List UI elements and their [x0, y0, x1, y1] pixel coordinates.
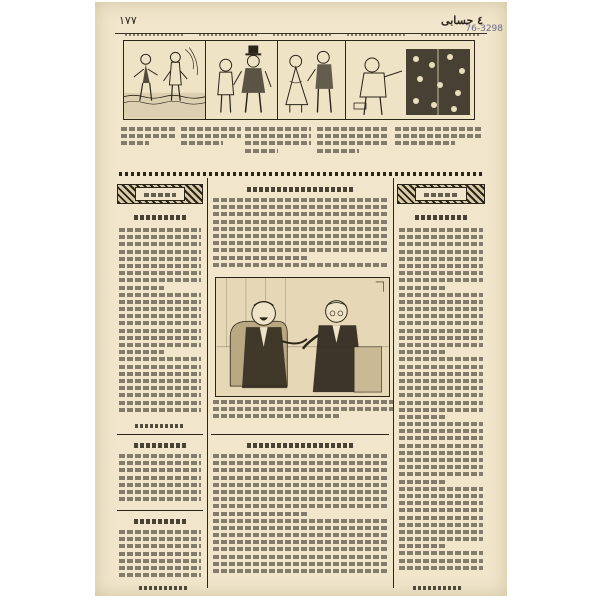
- text-line: [399, 321, 483, 325]
- text-line: [399, 314, 483, 318]
- text-line: [399, 372, 483, 376]
- text-line: [399, 257, 483, 261]
- left-third-body: [119, 530, 201, 580]
- text-line: [213, 540, 387, 544]
- conversation-illustration: [215, 277, 390, 397]
- text-line: [119, 401, 201, 405]
- text-line: [119, 242, 201, 246]
- text-line: [213, 212, 387, 216]
- text-line: [213, 220, 387, 224]
- text-line: [399, 465, 483, 469]
- right-column-headline: [397, 212, 485, 222]
- text-line: [119, 552, 201, 556]
- text-line: [399, 487, 483, 491]
- text-line: [119, 530, 201, 534]
- right-column-banner: [397, 184, 485, 204]
- text-line: [213, 504, 387, 508]
- text-line: [119, 329, 201, 333]
- text-line: [399, 307, 483, 311]
- text-line: [213, 234, 387, 238]
- middle-lower-headline: [211, 440, 389, 450]
- text-line: [119, 566, 201, 570]
- left-second-body: [119, 454, 201, 506]
- text-line: [399, 436, 483, 440]
- left-column-signature: [135, 422, 185, 430]
- text-line: [399, 451, 483, 455]
- text-line: [399, 300, 483, 304]
- text-line: [399, 401, 483, 405]
- ornamental-divider: [119, 172, 483, 176]
- text-line: [119, 250, 201, 254]
- text-line: [119, 350, 164, 354]
- text-line: [213, 256, 309, 260]
- text-line: [119, 461, 201, 465]
- text-line: [213, 468, 387, 472]
- text-line: [399, 501, 483, 505]
- text-line: [119, 537, 201, 541]
- page-footer: [119, 584, 483, 594]
- text-line: [399, 336, 483, 340]
- illustration-caption: [213, 400, 393, 430]
- text-line: [213, 198, 387, 202]
- text-line: [213, 526, 387, 530]
- text-line: [119, 357, 201, 361]
- right-column-body: [399, 228, 483, 578]
- text-line: [213, 241, 387, 245]
- text-line: [213, 227, 387, 231]
- text-line: [119, 408, 201, 412]
- text-line: [399, 566, 483, 570]
- text-line: [119, 271, 201, 275]
- cartoon-caption-5: [121, 127, 177, 163]
- text-line: [399, 458, 483, 462]
- text-line: [213, 476, 387, 480]
- text-line: [399, 242, 483, 246]
- middle-column-body: [213, 198, 387, 270]
- text-line: [399, 530, 483, 534]
- cartoon-panel-bathers: [124, 41, 206, 119]
- text-line: [399, 508, 483, 512]
- text-line: [119, 393, 201, 397]
- text-line: [119, 497, 201, 501]
- panel-caption-2: [341, 29, 411, 39]
- text-line: [119, 336, 201, 340]
- text-line: [119, 379, 201, 383]
- panel-caption-4: [193, 29, 263, 39]
- cartoon-panel-couple: [278, 41, 346, 119]
- text-line: [399, 357, 483, 361]
- text-line: [399, 386, 483, 390]
- cartoon-caption-3: [245, 127, 311, 163]
- text-line: [213, 461, 387, 465]
- cartoon-strip: [123, 40, 475, 120]
- text-line: [119, 307, 201, 311]
- cartoon-panel-dressing-screen: [346, 41, 476, 119]
- text-line: [119, 228, 201, 232]
- text-line: [399, 271, 483, 275]
- cartoon-caption-4: [181, 127, 241, 163]
- text-line: [119, 386, 201, 390]
- middle-lower-body: [213, 454, 387, 578]
- panel-caption-3: [267, 29, 337, 39]
- text-line: [119, 321, 201, 325]
- column-rule-right: [393, 178, 394, 588]
- text-line: [399, 422, 483, 426]
- text-line: [399, 293, 483, 297]
- left-column-body: [119, 228, 201, 418]
- text-line: [399, 250, 483, 254]
- text-line: [399, 551, 483, 555]
- text-line: [119, 278, 201, 282]
- text-line: [119, 343, 201, 347]
- text-line: [399, 544, 445, 548]
- text-line: [399, 472, 483, 476]
- text-line: [213, 569, 387, 573]
- text-line: [399, 408, 483, 412]
- text-line: [119, 300, 201, 304]
- text-line: [213, 497, 387, 501]
- text-line: [119, 257, 201, 261]
- text-line: [399, 415, 445, 419]
- text-line: [399, 444, 483, 448]
- text-line: [213, 512, 309, 516]
- text-line: [213, 205, 387, 209]
- text-line: [399, 350, 445, 354]
- text-line: [399, 516, 483, 520]
- text-line: [119, 264, 201, 268]
- text-line: [213, 454, 387, 458]
- left-column-banner: [117, 184, 203, 204]
- text-line: [119, 235, 201, 239]
- column-rule-left: [207, 178, 208, 588]
- text-line: [213, 555, 387, 559]
- left-third-headline: [117, 516, 203, 526]
- text-line: [399, 393, 483, 397]
- left-banner-title: [135, 187, 185, 201]
- text-line: [399, 278, 483, 282]
- text-line: [213, 562, 387, 566]
- text-line: [213, 533, 387, 537]
- issue-number: ١٧٧: [119, 14, 137, 27]
- right-banner-title: [415, 187, 467, 201]
- text-line: [119, 490, 201, 494]
- newspaper-page: [95, 2, 507, 596]
- text-line: [399, 329, 483, 333]
- left-section-rule-2: [117, 510, 203, 511]
- text-line: [213, 263, 387, 267]
- footer-left-text: [139, 584, 189, 592]
- text-line: [119, 454, 201, 458]
- text-line: [213, 547, 387, 551]
- text-line: [399, 559, 483, 563]
- text-line: [399, 480, 445, 484]
- panel-caption-1: [415, 29, 485, 39]
- text-line: [399, 264, 483, 268]
- text-line: [119, 286, 164, 290]
- cartoon-caption-2: [317, 127, 387, 163]
- text-line: [399, 494, 483, 498]
- text-line: [399, 235, 483, 239]
- text-line: [119, 573, 201, 577]
- middle-column-headline: [211, 184, 389, 194]
- left-section-rule: [117, 434, 203, 435]
- text-line: [119, 365, 201, 369]
- text-line: [399, 537, 483, 541]
- text-line: [119, 314, 201, 318]
- left-column-headline: [117, 212, 203, 222]
- text-line: [213, 248, 387, 252]
- text-line: [399, 228, 483, 232]
- text-line: [119, 372, 201, 376]
- text-line: [399, 429, 483, 433]
- text-line: [399, 379, 483, 383]
- text-line: [119, 544, 201, 548]
- middle-section-rule: [211, 434, 389, 435]
- footer-right-text: [413, 584, 463, 592]
- pencil-archive-mark: 76-3298: [465, 24, 503, 34]
- text-line: [213, 490, 387, 494]
- text-line: [119, 293, 201, 297]
- text-line: [399, 523, 483, 527]
- text-line: [119, 483, 201, 487]
- text-line: [119, 559, 201, 563]
- text-line: [213, 483, 387, 487]
- text-line: [399, 286, 445, 290]
- text-line: [399, 365, 483, 369]
- left-second-headline: [117, 440, 203, 450]
- page-label: ٤ حسابی: [441, 14, 483, 27]
- text-line: [213, 519, 387, 523]
- cartoon-caption-1: [395, 127, 481, 163]
- text-line: [119, 468, 201, 472]
- text-line: [399, 343, 483, 347]
- text-line: [119, 476, 201, 480]
- panel-caption-5: [119, 29, 189, 39]
- cartoon-panel-gentlemen: [206, 41, 278, 119]
